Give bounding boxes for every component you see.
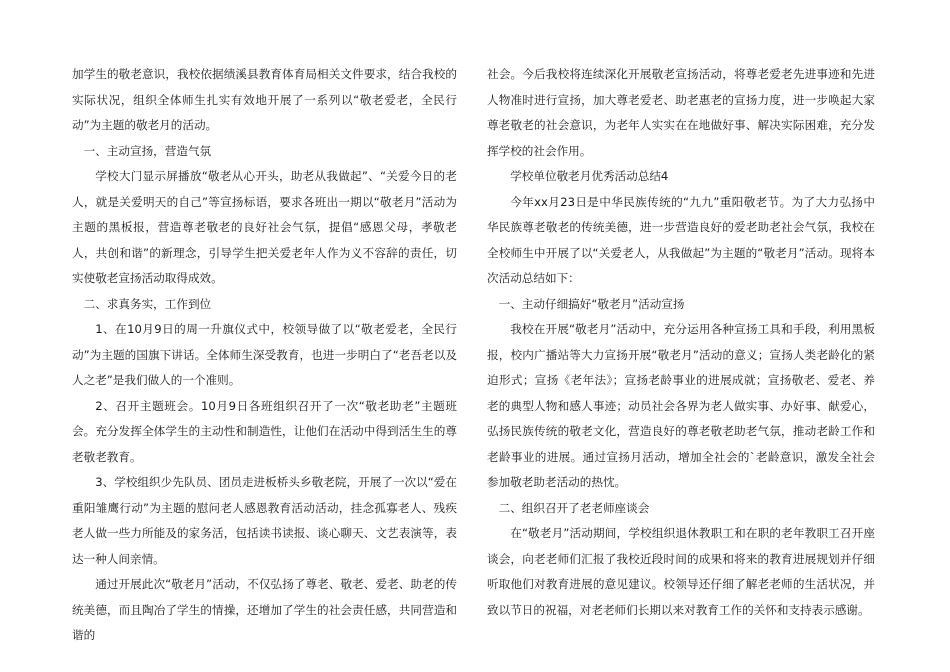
paragraph-double-ninth: 今年xx月23日是中华民族传统的“九九”重阳敬老节。为了大力弘扬中华民族尊老敬老的传统美德，进一步营造良好的爱老助老社会气氛，我校在全校师生中开展了以“关爱老人，从我做起”为主题的“敬老月”活动。现将本次活动总结如下：	[487, 194, 875, 285]
section-heading-practical-work: 二、求真务实，工作到位	[83, 296, 212, 311]
left-column	[72, 62, 457, 649]
paragraph-nursing-home-visit: 3、学校组织少先队员、团员走进板桥头乡敬老院，开展了一次以“爱在重阳雏鹰行动”为主题的慰问老人感恩教育活动活动，挂念孤寡老人、残疾老人做一些力所能及的家务活，包括读书读报、谈心聊天、文艺表演等，表达一种人间亲情。	[72, 475, 457, 566]
paragraph-conclusion: 通过开展此次“敬老月”活动，不仅弘扬了尊老、敬老、爱老、助老的传统美德，而且陶冶了学生的情操，还增加了学生的社会责任感，共同营造和谐的	[72, 577, 457, 642]
section-heading-respect-month-publicity: 一、主动仔细搞好“敬老月”活动宣扬	[498, 296, 685, 311]
paragraph-flag-ceremony: 1、在10月9日的周一升旗仪式中，校领导做了以“敬老爱老，全民行动”为主题的国旗下讲话。全体师生深受教育，也进一步明白了“老吾老以及人之老”是我们做人的一个准则。	[72, 322, 457, 387]
paragraph-conclusion-continued: 社会。今后我校将连续深化开展敬老宣扬活动，将尊老爱老先进事迹和先进人物准时进行宣扬，加大尊老爱老、助老惠老的宣扬力度，进一步唤起大家尊老敬老的社会意识，为老年人实实在在地做好事、解决实际困难，充分发挥学校的社会作用。	[487, 67, 875, 158]
paragraph-publicity: 学校大门显示屏播放“敬老从心开头，助老从我做起”、“关爱今日的老人，就是关爱明天的自己”等宣扬标语，要求各班出一期以“敬老月”活动为主题的黑板报，营造尊老敬老的良好社会气氛，提倡“感恩父母，孝敬老人，共创和谐”的新理念，引导学生把关爱老年人作为义不容辞的责任，切实使敬老宣扬活动取得成效。	[72, 169, 457, 285]
right-column	[487, 62, 875, 623]
paragraph-class-meeting: 2、召开主题班会。10月9日各班组织召开了一次“敬老助老”主题班会。充分发挥全体学生的主动性和制造性，让他们在活动中得到活生生的尊老敬老教育。	[72, 398, 457, 464]
section-heading-teacher-forum: 二、组织召开了老老师座谈会	[498, 500, 650, 515]
paragraph-teacher-forum: 在“敬老月”活动期间，学校组织退休教职工和在职的老年教职工召开座谈会，向老老师们汇报了我校近段时间的成果和将来的教育进展规划并仔细听取他们对教育进展的意见建议。校领导还仔细了解老老师的生活状况，并致以节日的祝福，对老老师们长期以来对教育工作的关怀和支持表示感谢。	[487, 526, 875, 617]
paragraph-intro-continued: 加学生的敬老意识，我校依据绩溪县教育体育局相关文件要求，结合我校的实际状况，组织全体师生扎实有效地开展了一系列以“敬老爱老，全民行动”为主题的敬老月的活动。	[72, 67, 457, 132]
section-title-summary-4: 学校单位敬老月优秀活动总结4	[510, 169, 669, 183]
paragraph-publicity-tools: 我校在开展“敬老月”活动中，充分运用各种宣扬工具和手段，利用黑板报，校内广播站等大力宣扬开展“敬老月”活动的意义；宣扬人类老龄化的紧迫形式；宣扬《老年法》；宣扬老龄事业的进展成就；宣扬敬老、爱老、养老的典型人物和感人事迹；动员社会各界为老人做实事、办好事、献爱心，弘扬民族传统的敬老文化，营造良好的尊老敬老助老气氛，推动老龄工作和老龄事业的进展。通过宣扬月活动，增加全社会的`老龄意识，激发全社会参加敬老助老活动的热忱。	[487, 322, 875, 489]
section-heading-publicity: 一、主动宣扬，营造气氛	[83, 143, 212, 158]
